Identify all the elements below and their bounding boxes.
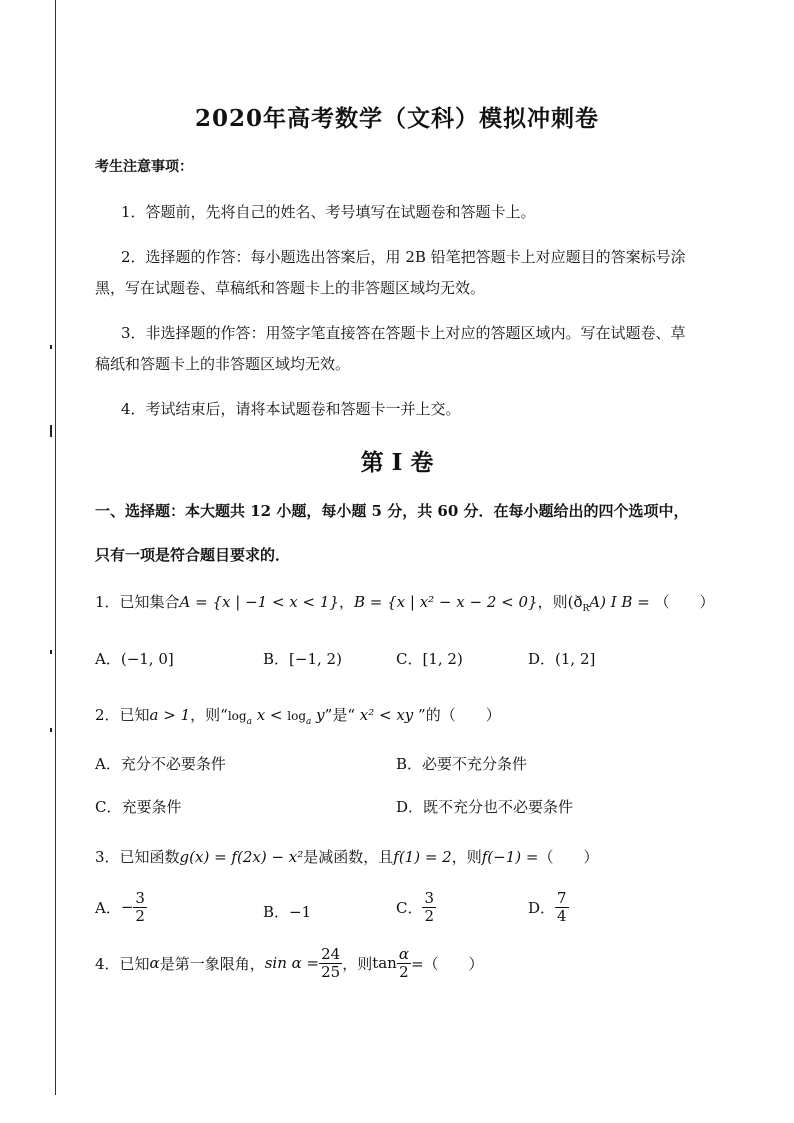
option-value: 必要不充分条件 [422, 755, 528, 773]
option-value: [1, 2) [422, 650, 463, 668]
q4-tan-fraction [397, 946, 411, 980]
page-title: 2020年高考数学（文科）模拟冲刺卷 [194, 105, 599, 132]
q2-log-2: log [287, 709, 307, 723]
q2-log-1: log [227, 709, 247, 723]
q3-prefix: 3．已知函数 [95, 848, 180, 866]
fraction-numerator: 3 [135, 889, 145, 907]
q1-option-b [263, 648, 342, 669]
fraction-numerator: 3 [424, 889, 435, 907]
q2-log-base: a [306, 717, 312, 727]
option-label: D． [528, 650, 556, 668]
option-label: A． [95, 898, 121, 917]
instruction-line: 只有一项是符合题目要求的． [95, 546, 291, 564]
option-value: (−1, 0] [120, 650, 174, 668]
notice-item: 黑，写在试题卷、草稿纸和答题卡上的非答题区域均无效。 [95, 279, 486, 297]
q4-sin: sin α = [264, 954, 320, 972]
q4-ask: ，则 [342, 954, 373, 973]
q2-option-d [396, 796, 573, 817]
q2-mid-2: ”是“ [324, 706, 360, 724]
q3-condition: f(1) = 2 [393, 848, 452, 866]
q4-sin-fraction [319, 946, 342, 980]
option-label: C． [396, 650, 423, 668]
q3-function: g(x) = f(2x) − x² [179, 848, 304, 866]
fraction-denominator: 2 [399, 962, 409, 981]
option-label: A． [95, 650, 121, 668]
fraction-numerator: 7 [557, 889, 567, 907]
q1-prefix: 1．已知集合 [95, 593, 180, 611]
margin-tick [50, 650, 52, 654]
margin-tick [50, 728, 52, 732]
q1-subscript: R [582, 604, 590, 614]
notice-item: 稿纸和答题卡上的非答题区域均无效。 [95, 355, 351, 373]
q2-inequality: x² < xy [359, 706, 414, 724]
q4-tail: =（ ） [410, 954, 484, 973]
option-sign: − [120, 898, 134, 916]
q1-tail: = （ ） [632, 593, 715, 611]
fraction-numerator: 24 [321, 945, 341, 963]
question-4 [95, 946, 484, 980]
q1-expression: (ð [567, 593, 583, 611]
binding-margin-line [55, 0, 56, 1095]
q3-target: f(−1) = [481, 848, 539, 866]
q1-expression-rest: A) I B [589, 593, 633, 611]
q2-var-2: y [311, 706, 325, 724]
option-value: [−1, 2) [289, 650, 342, 668]
q2-log-base: a [246, 717, 252, 727]
q1-set-a: A = {x | −1 < x < 1} [179, 593, 339, 611]
question-1 [95, 591, 715, 614]
notice-item: 3．非选择题的作答：用签字笔直接答在答题卡上对应的答题区域内。写在试题卷、草 [121, 324, 686, 342]
q4-alpha: α [149, 954, 160, 972]
option-fraction [133, 890, 147, 924]
option-label: C． [95, 798, 122, 816]
q1-ask: ，则 [537, 593, 568, 611]
q3-option-a [95, 890, 147, 924]
margin-tick [50, 345, 52, 349]
margin-tick [50, 425, 52, 437]
option-label: B． [396, 755, 423, 773]
q2-prefix: 2．已知 [95, 706, 150, 724]
q4-mid: 是第一象限角， [159, 954, 265, 973]
q2-mid: ，则“ [190, 706, 228, 724]
q3-ask: ，则 [451, 848, 482, 866]
fraction-denominator: 25 [321, 962, 341, 981]
instruction-line: 一、选择题：本大题共 12 小题，每小题 5 分，共 60 分．在每小题给出的四个选项中， [95, 502, 689, 520]
q2-var-1: x < [251, 706, 288, 724]
option-value: (1, 2] [555, 650, 596, 668]
notice-item: 2．选择题的作答：每小题选出答案后，用 2B 铅笔把答题卡上对应题目的答案标号涂 [121, 248, 686, 266]
option-fraction [555, 890, 569, 924]
q3-tail: （ ） [538, 848, 599, 866]
q1-option-a [95, 648, 174, 669]
question-2 [95, 704, 501, 727]
option-label: A． [95, 755, 121, 773]
q4-prefix: 4．已知 [95, 954, 150, 973]
fraction-denominator: 2 [135, 906, 145, 925]
option-value: −1 [289, 903, 312, 921]
option-value: 充分不必要条件 [120, 755, 226, 773]
fraction-numerator: α [398, 945, 409, 963]
q2-condition: a > 1 [149, 706, 191, 724]
q2-option-c [95, 796, 182, 817]
option-label: C． [396, 898, 423, 917]
q1-option-c [396, 648, 463, 669]
question-3 [95, 846, 598, 867]
section-title: 第 I 卷 [360, 449, 434, 476]
notice-heading: 考生注意事项： [95, 159, 193, 175]
option-value: 既不充分也不必要条件 [423, 798, 574, 816]
q3-mid: 是减函数，且 [303, 848, 394, 866]
option-value: 充要条件 [121, 798, 182, 816]
q1-set-b: B = {x | x² − x − 2 < 0} [353, 593, 538, 611]
q2-tail: ”的（ ） [413, 706, 501, 724]
notice-item: 4．考试结束后，请将本试题卷和答题卡一并上交。 [121, 400, 461, 418]
option-label: D． [528, 898, 556, 917]
q3-option-c [396, 890, 436, 924]
q4-tan: tan [372, 954, 397, 972]
fraction-denominator: 4 [557, 906, 567, 925]
q3-option-b [263, 901, 311, 922]
option-label: B． [263, 903, 290, 921]
option-label: D． [396, 798, 424, 816]
q2-option-a [95, 753, 226, 774]
q1-separator: ， [338, 593, 354, 611]
notice-item: 1．答题前，先将自己的姓名、考号填写在试题卷和答题卡上。 [121, 203, 536, 221]
q1-option-d [528, 648, 595, 669]
fraction-denominator: 2 [424, 906, 435, 925]
q2-option-b [396, 753, 527, 774]
option-label: B． [263, 650, 290, 668]
option-fraction [422, 890, 436, 924]
q3-option-d [528, 890, 569, 924]
